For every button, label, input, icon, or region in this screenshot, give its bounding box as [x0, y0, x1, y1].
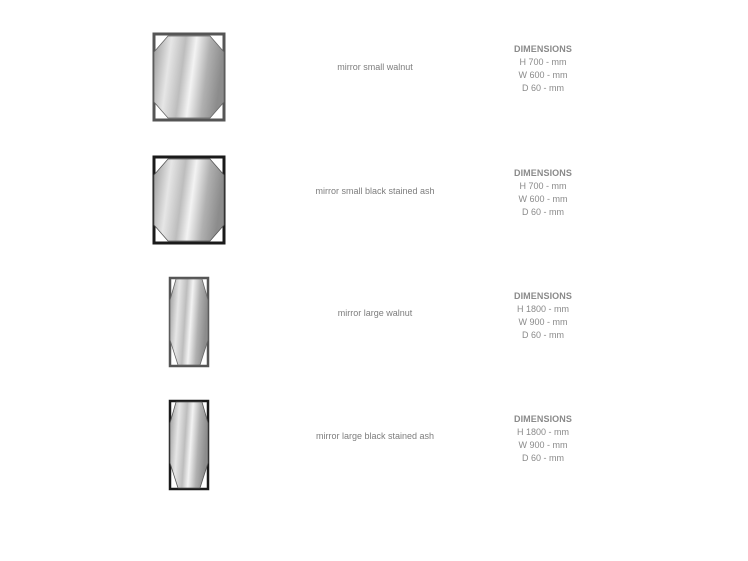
product-dimensions	[493, 43, 593, 95]
dimension-height: H 700 - mm	[519, 57, 567, 67]
mirror-small-black-stained-ash-image	[152, 155, 226, 245]
product-dimensions	[493, 413, 593, 465]
product-dimensions	[493, 290, 593, 342]
product-name: mirror small walnut	[337, 62, 413, 72]
dimension-depth: D 60 - mm	[521, 207, 564, 217]
dimension-depth: D 60 - mm	[521, 83, 564, 93]
dimension-width: W 600 - mm	[518, 194, 568, 204]
dimension-height: H 1800 - mm	[516, 304, 569, 314]
dimensions-label: DIMENSIONS	[513, 291, 572, 301]
dimensions-label: DIMENSIONS	[513, 44, 572, 54]
product-row-large-black-stained-ash	[0, 399, 748, 509]
product-name: mirror large walnut	[337, 308, 413, 318]
dimension-width: W 600 - mm	[518, 70, 568, 80]
mirror-small-walnut-image	[152, 32, 226, 122]
dimension-width: W 900 - mm	[518, 317, 568, 327]
dimensions-label: DIMENSIONS	[513, 168, 572, 178]
product-name: mirror small black stained ash	[315, 186, 435, 196]
mirror-large-walnut-image	[168, 276, 210, 368]
mirror-large-black-stained-ash-image	[168, 399, 210, 491]
dimension-height: H 1800 - mm	[516, 427, 569, 437]
dimension-depth: D 60 - mm	[521, 453, 564, 463]
product-dimensions	[493, 167, 593, 219]
dimension-width: W 900 - mm	[518, 440, 568, 450]
dimension-height: H 700 - mm	[519, 181, 567, 191]
dimension-depth: D 60 - mm	[521, 330, 564, 340]
product-row-large-walnut	[0, 276, 748, 386]
product-row-small-black-stained-ash	[0, 154, 748, 264]
product-row-small-walnut	[0, 30, 748, 140]
product-name: mirror large black stained ash	[315, 431, 435, 441]
dimensions-label: DIMENSIONS	[513, 414, 572, 424]
